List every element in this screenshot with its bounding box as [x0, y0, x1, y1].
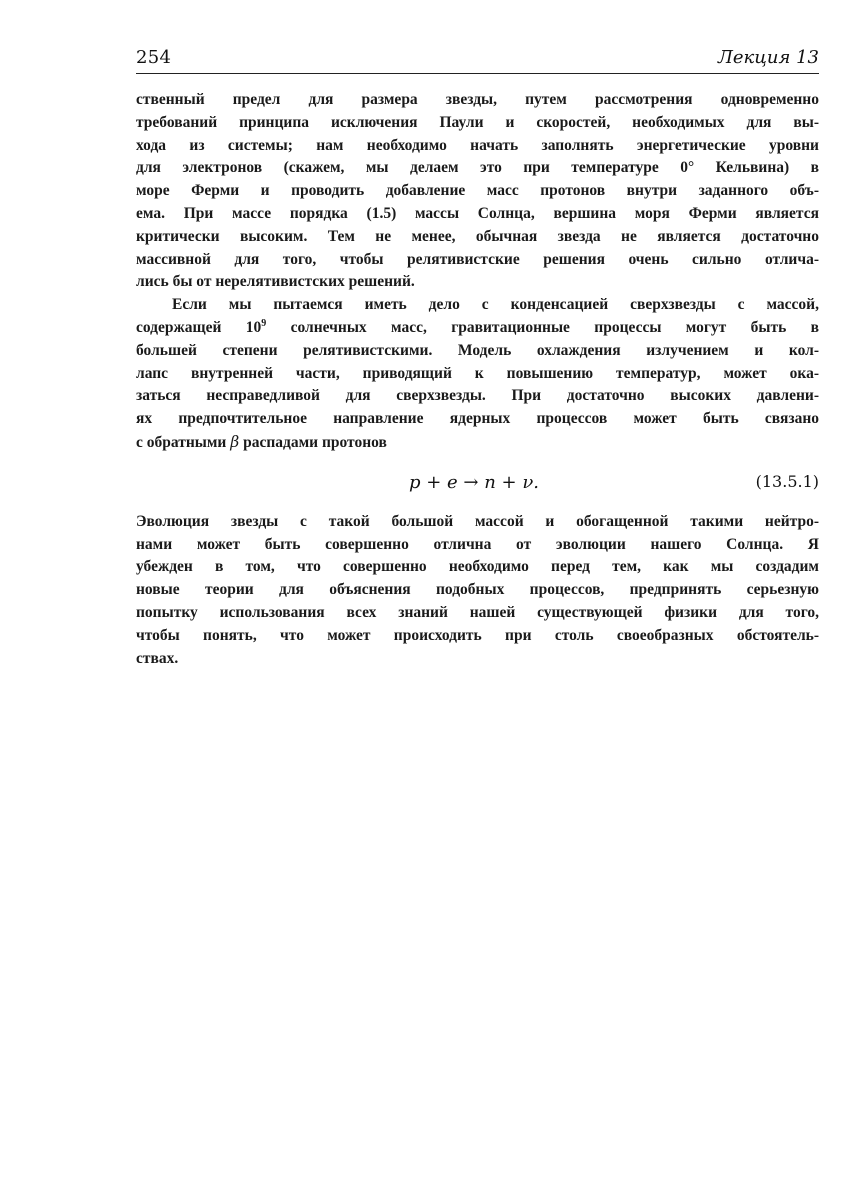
page-number: 254 — [136, 47, 172, 68]
paragraph-continued — [136, 89, 819, 294]
text-line: Если мы пытаемся иметь дело с конденсацией сверхзвезды с массой, — [172, 296, 819, 314]
text-line: требований принципа исключения Паули и скоростей, необходимых для вы- — [136, 113, 819, 131]
text-fragment: солнечных масс, гравитационные процессы могут быть в — [266, 318, 819, 336]
text-fragment: с обратными — [136, 433, 231, 451]
text-line: море Ферми и проводить добавление масс протонов внутри заданного объ- — [136, 182, 819, 200]
text-line: большей степени релятивистскими. Модель охлаждения излучением и кол- — [136, 341, 819, 359]
text-line: лапс внутренней части, приводящий к повышению температур, может ока- — [136, 364, 819, 382]
text-line: ственный предел для размера звезды, путем рассмотрения одновременно — [136, 91, 819, 108]
running-title: Лекция 13 — [717, 47, 819, 68]
equation-block — [136, 466, 819, 502]
text-fragment: распадами протонов — [239, 433, 387, 451]
paragraph-supermassive-star — [136, 294, 819, 454]
text-line — [136, 431, 819, 454]
text-line: ема. При массе порядка (1.5) массы Солнца, вершина моря Ферми является — [136, 204, 819, 222]
text-line: попытку использования всех знаний нашей существующей физики для того, — [136, 603, 819, 621]
text-line: нами может быть совершенно отлична от эволюции нашего Солнца. Я — [136, 535, 819, 553]
text-line: для электронов (скажем, мы делаем это при температуре 0° Кельвина) в — [136, 159, 819, 177]
paragraph-evolution — [136, 511, 819, 671]
text-line: ствах. — [136, 649, 179, 667]
text-line: лись бы от нерелятивистских решений. — [136, 273, 415, 291]
text-line: ях предпочтительное направление ядерных процессов может быть связано — [136, 410, 819, 428]
page-header — [136, 47, 819, 74]
text-line — [136, 317, 819, 340]
text-line: чтобы понять, что может происходить при столь своеобразных обстоятель- — [136, 626, 819, 644]
equation-number: (13.5.1) — [755, 471, 819, 491]
equation-formula: p + e → n + ν. — [409, 471, 540, 493]
exponent: 9 — [261, 317, 267, 329]
text-line: массивной для того, чтобы релятивистские решения очень сильно отлича- — [136, 250, 819, 268]
text-fragment: содержащей 10 — [136, 318, 262, 336]
text-line: новые теории для объяснения подобных процессов, предпринять серьезную — [136, 581, 819, 599]
text-line: заться несправедливой для сверхзвезды. При достаточно высоких давлени- — [136, 387, 819, 405]
text-line: хода из системы; нам необходимо начать заполнять энергетические уровни — [136, 136, 819, 154]
text-line: убежден в том, что совершенно необходимо перед тем, как мы создадим — [136, 558, 819, 576]
body-text — [136, 89, 819, 670]
text-line: критически высоким. Тем не менее, обычная звезда не является достаточно — [136, 227, 819, 245]
text-line: Эволюция звезды с такой большой массой и обогащенной такими нейтро- — [136, 512, 819, 530]
beta-symbol: β — [230, 432, 240, 451]
